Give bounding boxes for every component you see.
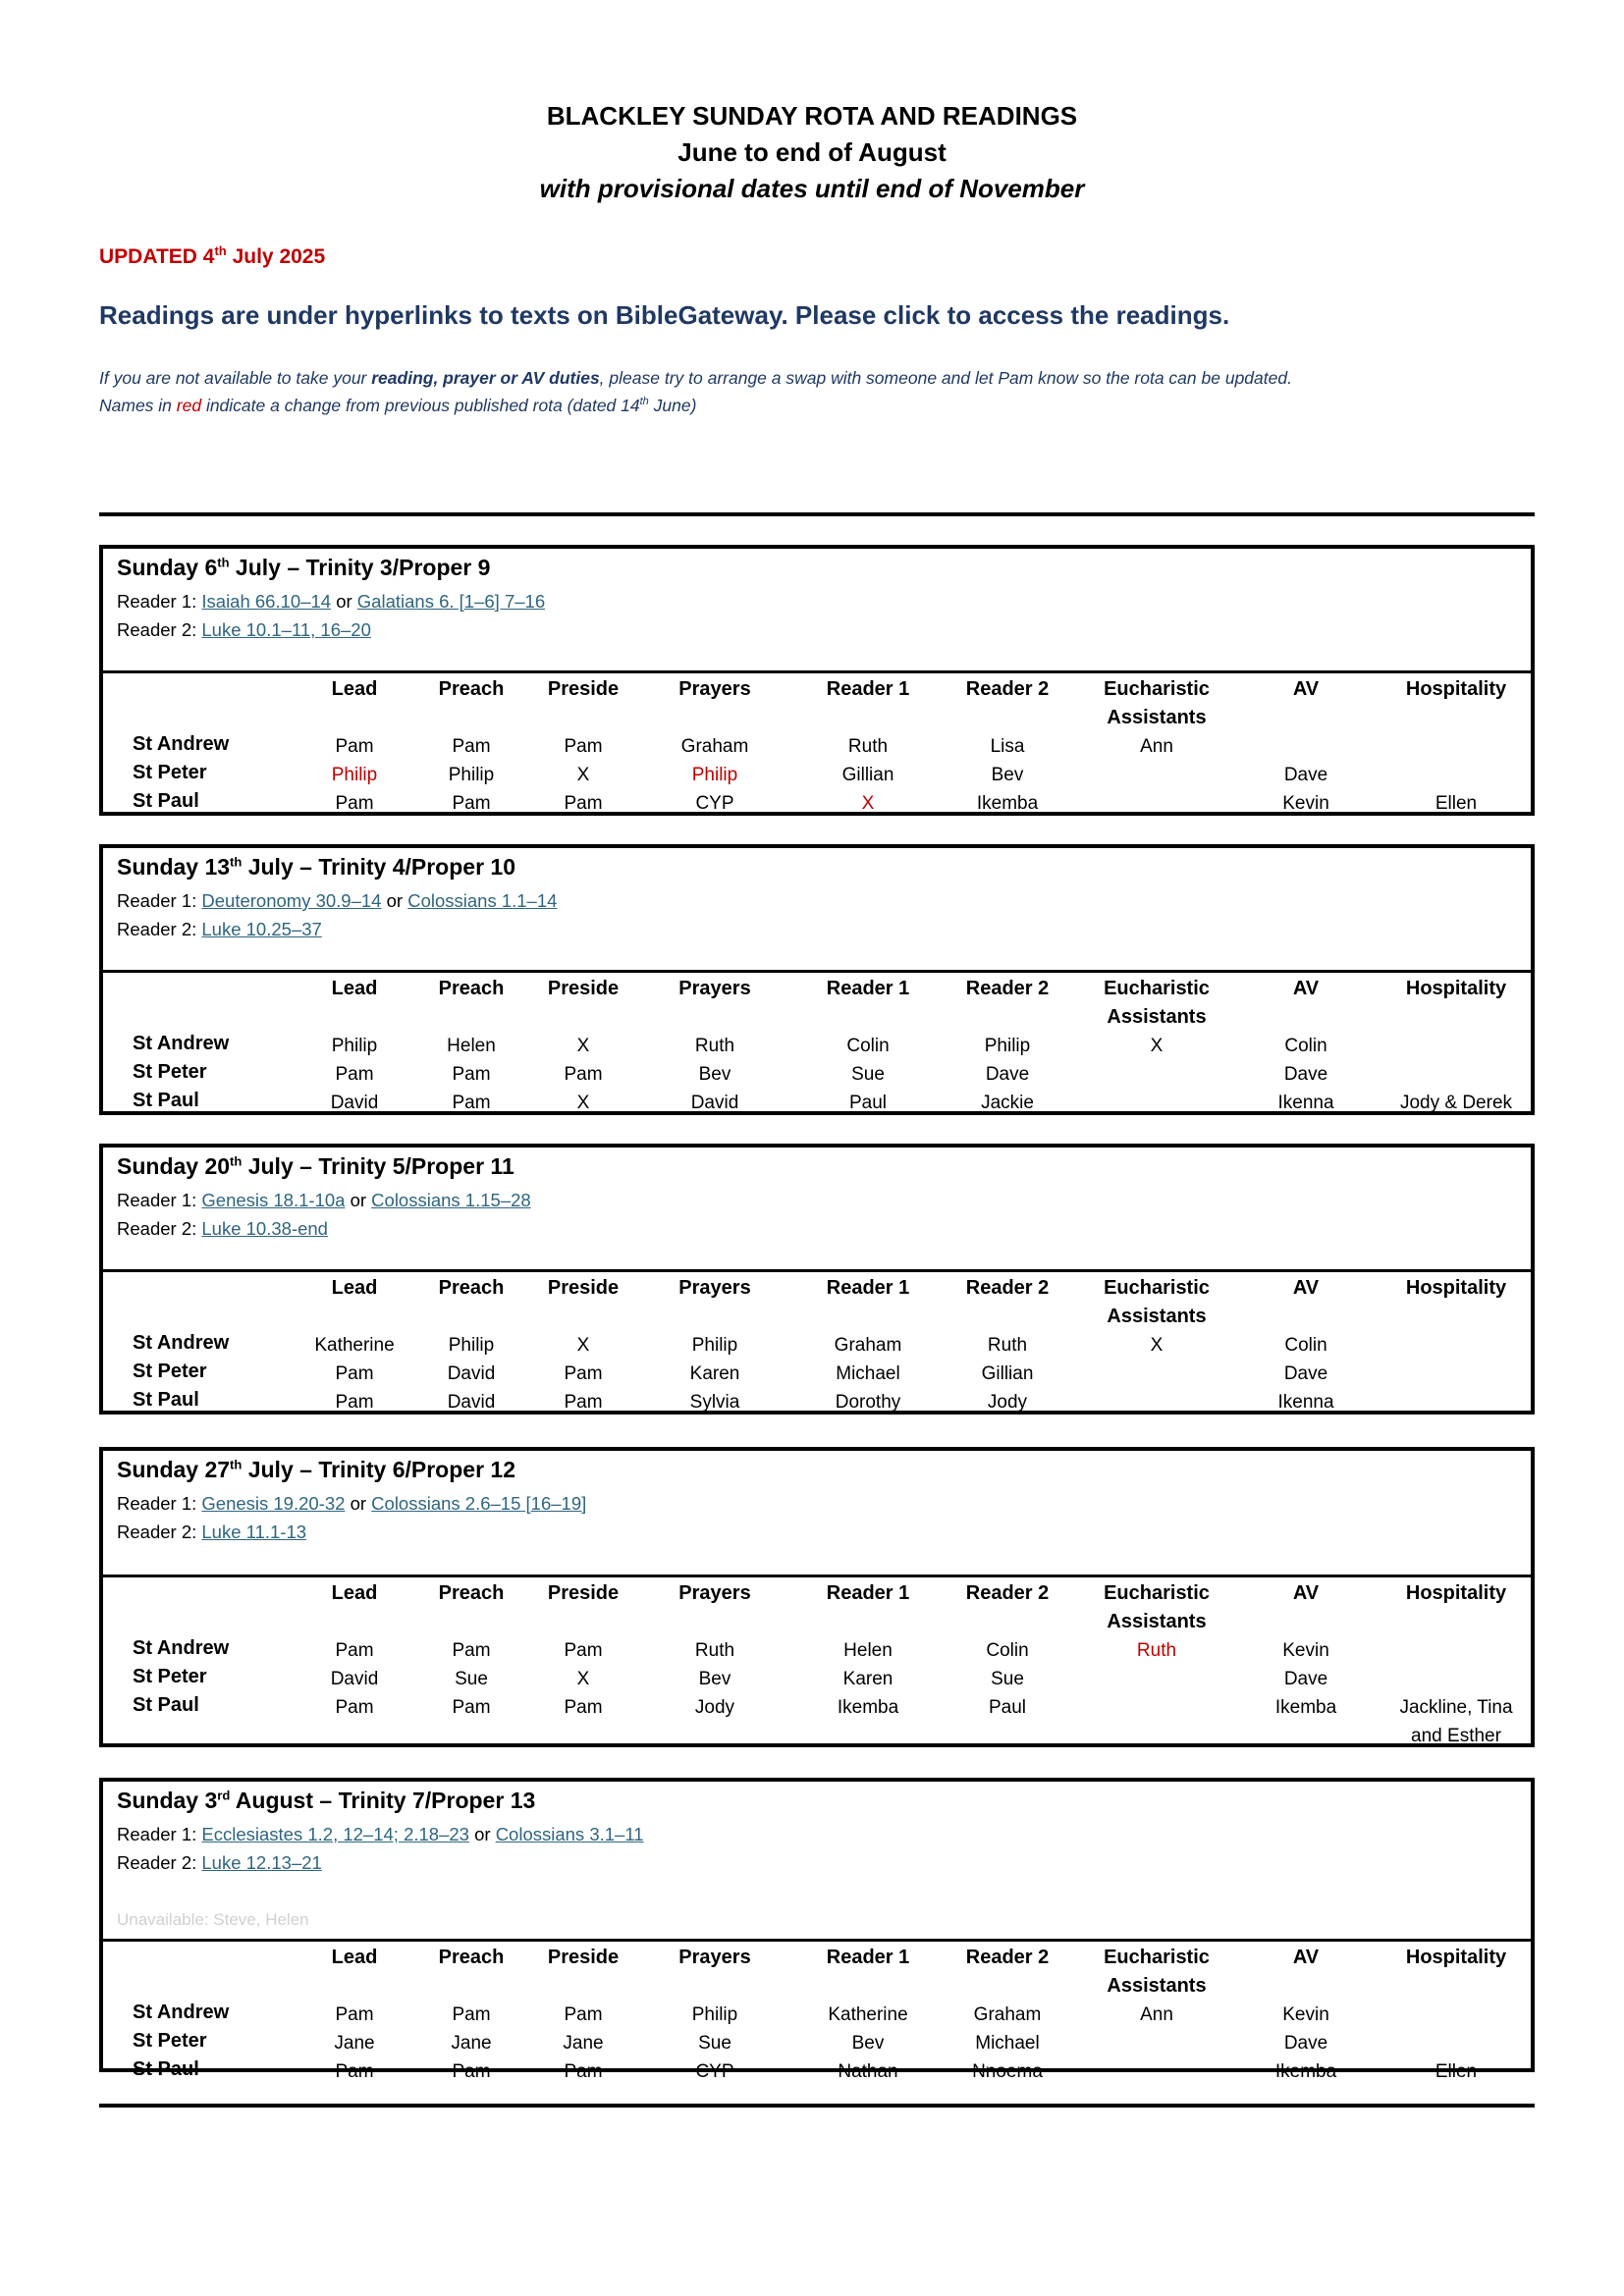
sunday-block <box>99 844 1535 1115</box>
rota-cell: Pam <box>564 2004 603 2025</box>
updated-prefix: UPDATED 4 <box>99 245 215 268</box>
rota-cell: CYP <box>695 2061 734 2082</box>
updated-date <box>99 243 325 269</box>
rota-cell: Karen <box>842 1669 893 1689</box>
rota-cell: Ellen <box>1435 2061 1478 2082</box>
reading-link[interactable]: Colossians 2.6–15 [16–19] <box>371 1493 587 1514</box>
rota-cell: Ikemba <box>1274 2061 1337 2082</box>
rota-cell: Pam <box>452 793 491 814</box>
reader2-label: Reader 2: <box>117 1218 202 1239</box>
column-header-line2: Assistants <box>1107 1975 1207 1997</box>
rota-cell: Jody <box>694 1697 735 1718</box>
rota-cell: Pam <box>452 1640 491 1661</box>
updated-suffix: July 2025 <box>226 245 326 268</box>
reader1-readings <box>117 1824 644 1845</box>
reading-or: or <box>468 1824 496 1844</box>
rota-cell: Bev <box>991 765 1024 785</box>
sunday-title <box>117 1153 514 1180</box>
rota-cell: Ruth <box>694 1640 735 1661</box>
reader1-readings <box>117 890 557 912</box>
page-subtitle: June to end of August <box>677 137 947 167</box>
column-header: Prayers <box>678 1582 751 1604</box>
rota-cell: Pam <box>335 2004 374 2025</box>
rota-cell: Graham <box>680 736 749 757</box>
rota-cell: Helen <box>843 1640 893 1661</box>
rota-cell: Pam <box>564 736 603 757</box>
note1-c: , please try to arrange a swap with someone and let Pam know so the rota can be updated. <box>599 368 1292 388</box>
top-rule <box>99 512 1535 516</box>
rota-cell: Pam <box>452 1093 491 1113</box>
column-header: Prayers <box>678 978 751 999</box>
sunday-block <box>99 1144 1535 1415</box>
rota-cell: Graham <box>834 1335 902 1356</box>
note1-b: reading, prayer or AV duties <box>371 368 600 388</box>
rota-cell: Jody & Derek <box>1399 1093 1513 1113</box>
sunday-title-occasion: July – Trinity 5/Proper 11 <box>242 1153 514 1179</box>
column-header: AV <box>1292 1277 1320 1299</box>
sunday-block <box>99 545 1535 816</box>
column-header-line2: Assistants <box>1107 1306 1207 1327</box>
rota-cell: David <box>330 1669 379 1689</box>
reader1-readings <box>117 1493 586 1515</box>
rota-cell: Ellen <box>1435 793 1478 814</box>
sunday-title-date: Sunday 3 <box>117 1788 218 1813</box>
rota-cell: Sue <box>698 2033 731 2054</box>
reading-link[interactable]: Luke 10.1–11, 16–20 <box>201 619 371 640</box>
rota-cell: Dave <box>1283 1363 1328 1384</box>
rota-cell: Kevin <box>1282 1640 1329 1661</box>
column-header: Preside <box>547 1277 620 1299</box>
column-header: Hospitality <box>1405 978 1507 999</box>
reader1-readings <box>117 1190 531 1211</box>
rota-cell: Pam <box>452 736 491 757</box>
column-header: Reader 1 <box>826 1947 910 1968</box>
rota-cell: Dave <box>1283 1064 1328 1085</box>
hyperlink-note: Readings are under hyperlinks to texts on BibleGateway. Please click to access the readings. <box>99 300 1230 330</box>
column-header: Preside <box>547 1582 620 1604</box>
rota-cell: Paul <box>988 1697 1027 1718</box>
note1-a: If you are not available to take your <box>99 368 372 388</box>
reading-link[interactable]: Colossians 1.1–14 <box>407 890 558 911</box>
rota-cell: Pam <box>335 2061 374 2082</box>
reading-link[interactable]: Galatians 6. [1–6] 7–16 <box>356 591 546 612</box>
table-separator <box>103 1939 1531 1942</box>
sunday-title-occasion: July – Trinity 3/Proper 9 <box>229 555 491 580</box>
column-header: Eucharistic <box>1104 1582 1210 1604</box>
rota-cell: X <box>1150 1335 1164 1356</box>
reader1-label: Reader 1: <box>117 1190 202 1210</box>
column-header: Lead <box>331 1582 378 1604</box>
reading-or: or <box>345 1493 372 1514</box>
updated-sup: th <box>214 243 227 258</box>
column-header: Reader 2 <box>965 678 1050 700</box>
rota-cell: Pam <box>452 1697 491 1718</box>
church-name: St Paul <box>133 1694 199 1716</box>
column-header-line2: Assistants <box>1107 707 1207 728</box>
note2-c: June) <box>648 396 697 415</box>
reader2-readings <box>117 1852 322 1874</box>
rota-cell: X <box>576 1669 590 1689</box>
rota-cell: Colin <box>846 1036 890 1056</box>
rota-cell: Michael <box>975 2033 1040 2054</box>
column-header: Reader 1 <box>826 1582 910 1604</box>
sunday-block <box>99 1447 1535 1747</box>
column-header: Reader 2 <box>965 978 1050 999</box>
rota-cell: Jane <box>451 2033 492 2054</box>
note2-sup: th <box>639 396 649 408</box>
reader2-label: Reader 2: <box>117 619 202 640</box>
column-header: Reader 2 <box>965 1582 1050 1604</box>
column-header: Hospitality <box>1405 1277 1507 1299</box>
rota-cell: David <box>330 1093 379 1113</box>
rota-cell: Gillian <box>981 1363 1034 1384</box>
column-header: Hospitality <box>1405 1947 1507 1968</box>
rota-cell: Sue <box>851 1064 885 1085</box>
rota-cell: Philip <box>691 2004 738 2025</box>
column-header: Hospitality <box>1405 1582 1507 1604</box>
reader2-label: Reader 2: <box>117 1522 202 1542</box>
rota-cell: Ruth <box>694 1036 735 1056</box>
rota-cell: Sue <box>455 1669 488 1689</box>
church-name: St Paul <box>133 790 199 812</box>
sunday-title-occasion: August – Trinity 7/Proper 13 <box>230 1788 536 1813</box>
rota-cell: Gillian <box>841 765 894 785</box>
rota-cell: Graham <box>973 2004 1042 2025</box>
rota-cell: Pam <box>335 1363 374 1384</box>
church-name: St Andrew <box>133 733 230 755</box>
column-header: Reader 2 <box>965 1947 1050 1968</box>
rota-cell: X <box>1150 1036 1164 1056</box>
reading-link[interactable]: Genesis 18.1-10a <box>201 1190 346 1210</box>
rota-cell: Paul <box>848 1093 888 1113</box>
reader1-label: Reader 1: <box>117 591 202 612</box>
column-header: Reader 1 <box>826 978 910 999</box>
sunday-title-ordinal: th <box>230 1153 243 1169</box>
sunday-title-ordinal: th <box>217 555 230 570</box>
column-header: Lead <box>331 1947 378 1968</box>
rota-cell: Pam <box>564 2061 603 2082</box>
reading-or: or <box>345 1190 372 1210</box>
sunday-title-ordinal: th <box>230 854 243 870</box>
column-header: Prayers <box>678 678 751 700</box>
sunday-title-occasion: July – Trinity 4/Proper 10 <box>242 854 516 880</box>
rota-cell: Kevin <box>1282 2004 1329 2025</box>
rota-cell: Dave <box>1283 1669 1328 1689</box>
rota-cell: Jane <box>563 2033 604 2054</box>
column-header: Reader 1 <box>826 1277 910 1299</box>
rota-cell: Pam <box>452 2061 491 2082</box>
reader2-readings <box>117 619 371 641</box>
reader2-label: Reader 2: <box>117 1852 202 1873</box>
sunday-title <box>117 555 490 581</box>
column-header: Lead <box>331 678 378 700</box>
rota-cell: Ikenna <box>1277 1093 1334 1113</box>
church-name: St Paul <box>133 1389 199 1411</box>
bottom-rule <box>99 2104 1535 2108</box>
sunday-title-occasion: July – Trinity 6/Proper 12 <box>242 1457 516 1482</box>
availability-note <box>99 368 1292 389</box>
rota-cell: Jackie <box>981 1093 1034 1113</box>
rota-cell: Pam <box>564 1640 603 1661</box>
rota-cell: Kevin <box>1282 793 1329 814</box>
rota-cell: Ikemba <box>1274 1697 1337 1718</box>
rota-cell: Philip <box>691 1335 738 1356</box>
reading-or: or <box>331 591 357 612</box>
rota-cell: Ikemba <box>976 793 1039 814</box>
column-header: Reader 1 <box>826 678 910 700</box>
church-name: St Andrew <box>133 1332 230 1354</box>
note2-red: red <box>176 396 202 415</box>
table-separator <box>103 670 1531 673</box>
rota-cell: X <box>576 765 590 785</box>
rota-cell: Colin <box>1284 1335 1327 1356</box>
church-name: St Andrew <box>133 1637 230 1659</box>
rota-cell: X <box>576 1335 590 1356</box>
rota-cell: Bev <box>698 1064 731 1085</box>
rota-cell: Sylvia <box>689 1392 740 1413</box>
red-names-note <box>99 396 696 416</box>
sunday-title-date: Sunday 20 <box>117 1153 231 1179</box>
rota-cell: Katherine <box>314 1335 395 1356</box>
sunday-title-date: Sunday 13 <box>117 854 231 880</box>
rota-cell: Ruth <box>1136 1640 1177 1661</box>
reading-link[interactable]: Ecclesiastes 1.2, 12–14; 2.18–23 <box>201 1824 469 1844</box>
church-name: St Peter <box>133 1361 207 1382</box>
rota-cell: Ann <box>1140 2004 1173 2025</box>
reading-link[interactable]: Genesis 19.20-32 <box>201 1493 346 1514</box>
column-header: Eucharistic <box>1104 1277 1210 1299</box>
rota-cell: Nathan <box>838 2061 898 2082</box>
church-name: St Peter <box>133 1666 207 1687</box>
rota-cell: Pam <box>564 1064 603 1085</box>
rota-cell: Pam <box>335 793 374 814</box>
table-separator <box>103 1269 1531 1272</box>
rota-cell: Colin <box>1284 1036 1327 1056</box>
sunday-title-date: Sunday 27 <box>117 1457 231 1482</box>
reader2-readings <box>117 919 322 940</box>
column-header: Preside <box>547 678 620 700</box>
column-header: AV <box>1292 678 1320 700</box>
rota-cell: Pam <box>452 1064 491 1085</box>
rota-cell: Ruth <box>987 1335 1028 1356</box>
sunday-title-date: Sunday 6 <box>117 555 218 580</box>
rota-cell: Sue <box>991 1669 1024 1689</box>
reader1-readings <box>117 591 545 613</box>
reading-or: or <box>381 890 408 911</box>
rota-cell: Lisa <box>990 736 1025 757</box>
church-name: St Paul <box>133 2058 199 2080</box>
rota-cell: Nnoema <box>972 2061 1043 2082</box>
rota-cell: Dorothy <box>835 1392 901 1413</box>
rota-cell: Bev <box>851 2033 885 2054</box>
rota-cell: Philip <box>331 1036 378 1056</box>
reading-link[interactable]: Luke 10.38-end <box>201 1218 328 1239</box>
reading-link[interactable]: Isaiah 66.10–14 <box>201 591 332 612</box>
column-header-line2: Assistants <box>1107 1006 1207 1028</box>
column-header: Eucharistic <box>1104 1947 1210 1968</box>
rota-cell: Katherine <box>828 2004 908 2025</box>
rota-cell: CYP <box>695 793 734 814</box>
column-header: AV <box>1292 1947 1320 1968</box>
rota-cell: X <box>861 793 875 814</box>
column-header: Eucharistic <box>1104 678 1210 700</box>
column-header: Reader 2 <box>965 1277 1050 1299</box>
column-header: Prayers <box>678 1947 751 1968</box>
note2-b: indicate a change from previous published rota (dated 14 <box>201 396 640 415</box>
column-header: Eucharistic <box>1104 978 1210 999</box>
church-name: St Peter <box>133 762 207 783</box>
rota-cell: David <box>690 1093 739 1113</box>
reader2-readings <box>117 1218 328 1240</box>
reading-link[interactable]: Luke 11.1-13 <box>201 1522 307 1542</box>
column-header: Preach <box>438 678 505 700</box>
note2-a: Names in <box>99 396 177 415</box>
rota-cell: Philip <box>984 1036 1031 1056</box>
church-name: St Andrew <box>133 2002 230 2023</box>
column-header: AV <box>1292 978 1320 999</box>
sunday-block <box>99 1778 1535 2082</box>
rota-cell: Philip <box>448 765 495 785</box>
rota-cell: Dave <box>1283 2033 1328 2054</box>
rota-cell: Pam <box>564 1363 603 1384</box>
page-subtitle-provisional: with provisional dates until end of November <box>539 174 1085 203</box>
column-header: Preach <box>438 1277 505 1299</box>
church-name: St Peter <box>133 2030 207 2052</box>
column-header: Prayers <box>678 1277 751 1299</box>
sunday-title <box>117 1788 535 1814</box>
reader1-label: Reader 1: <box>117 890 202 911</box>
sunday-title <box>117 1457 515 1483</box>
sunday-title-ordinal: th <box>230 1457 243 1472</box>
rota-cell: Pam <box>564 793 603 814</box>
unavailable-note: Unavailable: Steve, Helen <box>117 1910 309 1929</box>
reading-link[interactable]: Colossians 3.1–11 <box>495 1824 644 1844</box>
rota-cell: Ruth <box>847 736 889 757</box>
column-header: AV <box>1292 1582 1320 1604</box>
rota-cell: Philip <box>448 1335 495 1356</box>
sunday-title <box>117 854 515 881</box>
page-title: BLACKLEY SUNDAY ROTA AND READINGS <box>546 101 1078 131</box>
rota-cell: Ann <box>1140 736 1173 757</box>
rota-cell: Pam <box>335 1064 374 1085</box>
sunday-title-ordinal: rd <box>217 1788 231 1803</box>
rota-cell: X <box>576 1036 590 1056</box>
rota-cell: Pam <box>564 1392 603 1413</box>
rota-cell: David <box>447 1363 496 1384</box>
table-separator <box>103 970 1531 973</box>
rota-cell: Pam <box>335 736 374 757</box>
rota-cell: David <box>447 1392 496 1413</box>
rota-cell: Jackline, Tina <box>1399 1697 1513 1718</box>
reading-link[interactable]: Colossians 1.15–28 <box>371 1190 531 1210</box>
church-name: St Peter <box>133 1061 207 1083</box>
column-header: Preach <box>438 978 505 999</box>
rota-cell: Pam <box>335 1697 374 1718</box>
rota-cell: Colin <box>986 1640 1029 1661</box>
table-separator <box>103 1575 1531 1577</box>
rota-cell: Ikemba <box>837 1697 899 1718</box>
rota-cell: Ikenna <box>1277 1392 1334 1413</box>
church-name: St Paul <box>133 1090 199 1111</box>
rota-cell: Philip <box>691 765 738 785</box>
rota-cell: Michael <box>836 1363 900 1384</box>
reader2-label: Reader 2: <box>117 919 202 939</box>
rota-cell: Pam <box>335 1392 374 1413</box>
column-header: Preside <box>547 978 620 999</box>
reading-link[interactable]: Luke 12.13–21 <box>201 1852 322 1873</box>
rota-cell: Pam <box>452 2004 491 2025</box>
rota-cell: Helen <box>447 1036 496 1056</box>
rota-cell: Karen <box>689 1363 740 1384</box>
rota-cell-continued: and Esther <box>1411 1726 1501 1746</box>
church-name: St Andrew <box>133 1033 230 1054</box>
reader1-label: Reader 1: <box>117 1493 202 1514</box>
rota-cell: Philip <box>331 765 378 785</box>
rota-cell: Pam <box>335 1640 374 1661</box>
column-header: Preside <box>547 1947 620 1968</box>
column-header: Lead <box>331 1277 378 1299</box>
column-header: Lead <box>331 978 378 999</box>
column-header-line2: Assistants <box>1107 1611 1207 1632</box>
column-header: Hospitality <box>1405 678 1507 700</box>
reading-link[interactable]: Deuteronomy 30.9–14 <box>201 890 382 911</box>
rota-cell: Jody <box>987 1392 1028 1413</box>
rota-cell: Dave <box>985 1064 1030 1085</box>
column-header: Preach <box>438 1582 505 1604</box>
rota-cell: X <box>576 1093 590 1113</box>
rota-cell: Dave <box>1283 765 1328 785</box>
rota-cell: Bev <box>698 1669 731 1689</box>
rota-cell: Pam <box>564 1697 603 1718</box>
reader2-readings <box>117 1522 306 1543</box>
column-header: Preach <box>438 1947 505 1968</box>
rota-cell: Jane <box>334 2033 375 2054</box>
reading-link[interactable]: Luke 10.25–37 <box>201 919 322 939</box>
reader1-label: Reader 1: <box>117 1824 202 1844</box>
